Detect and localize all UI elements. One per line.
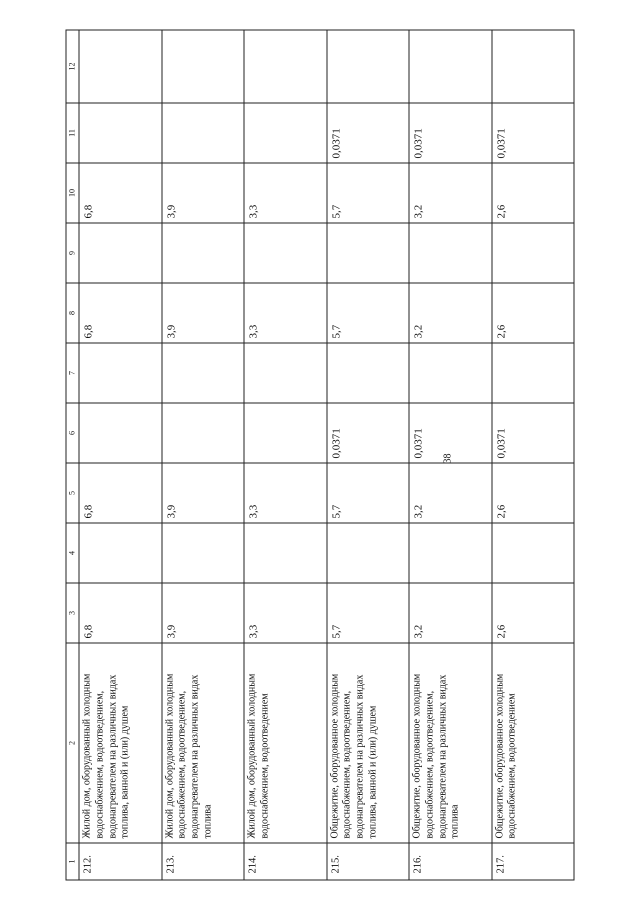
column-header: 8 xyxy=(66,283,79,343)
cell-col7 xyxy=(409,343,492,403)
tariff-table xyxy=(66,29,575,880)
cell-col5: 2,6 xyxy=(492,463,575,523)
cell-col10: 5,7 xyxy=(327,163,410,223)
cell-col3: 5,7 xyxy=(327,583,410,643)
cell-col6 xyxy=(79,403,162,463)
cell-col7 xyxy=(244,343,327,403)
cell-col3: 3,3 xyxy=(244,583,327,643)
cell-col11: 0,0371 xyxy=(327,103,410,163)
row-description: Жилой дом, оборудованный холодным водоснабжением, водоотведением, водонагревателем на различных видах топлива, ванной и (или) душем xyxy=(79,643,162,843)
row-number: 217. xyxy=(492,843,575,880)
cell-col10: 2,6 xyxy=(492,163,575,223)
row-description: Жилой дом, оборудованный холодным водоснабжением, водоотведением, водонагревателем на различных видах топлива xyxy=(162,643,245,843)
row-description: Жилой дом, оборудованный холодным водоснабжением, водоотведением xyxy=(244,643,327,843)
cell-col10: 6,8 xyxy=(79,163,162,223)
column-header: 10 xyxy=(66,163,79,223)
row-number: 216. xyxy=(409,843,492,880)
cell-col6: 0,0371 xyxy=(492,403,575,463)
cell-col4 xyxy=(244,523,327,583)
cell-col5: 3,9 xyxy=(162,463,245,523)
cell-col10: 3,9 xyxy=(162,163,245,223)
cell-col9 xyxy=(244,223,327,283)
column-header: 3 xyxy=(66,583,79,643)
row-description: Общежитие, оборудованное холодным водоснабжением, водоотведением, водонагревателем на различных видах топлива xyxy=(409,643,492,843)
cell-col8: 2,6 xyxy=(492,283,575,343)
cell-col9 xyxy=(492,223,575,283)
cell-col4 xyxy=(327,523,410,583)
cell-col12 xyxy=(162,30,245,103)
cell-col10: 3,2 xyxy=(409,163,492,223)
cell-col3: 3,9 xyxy=(162,583,245,643)
cell-col7 xyxy=(492,343,575,403)
table-row xyxy=(79,30,162,880)
cell-col3: 2,6 xyxy=(492,583,575,643)
table-row xyxy=(327,30,410,880)
cell-col11 xyxy=(244,103,327,163)
cell-col7 xyxy=(162,343,245,403)
column-header: 11 xyxy=(66,103,79,163)
cell-col9 xyxy=(79,223,162,283)
cell-col6 xyxy=(162,403,245,463)
column-header: 2 xyxy=(66,643,79,843)
row-number: 213. xyxy=(162,843,245,880)
cell-col5: 5,7 xyxy=(327,463,410,523)
column-header: 4 xyxy=(66,523,79,583)
cell-col9 xyxy=(409,223,492,283)
cell-col12 xyxy=(327,30,410,103)
rotated-table-sheet xyxy=(66,62,575,880)
cell-col4 xyxy=(79,523,162,583)
column-header: 12 xyxy=(66,30,79,103)
cell-col4 xyxy=(492,523,575,583)
table-row xyxy=(492,30,575,880)
page-number: 38 xyxy=(442,453,454,464)
cell-col9 xyxy=(327,223,410,283)
cell-col8: 6,8 xyxy=(79,283,162,343)
cell-col11 xyxy=(162,103,245,163)
cell-col5: 3,2 xyxy=(409,463,492,523)
cell-col6 xyxy=(244,403,327,463)
cell-col7 xyxy=(79,343,162,403)
cell-col4 xyxy=(409,523,492,583)
cell-col9 xyxy=(162,223,245,283)
cell-col5: 6,8 xyxy=(79,463,162,523)
column-header: 5 xyxy=(66,463,79,523)
table-row xyxy=(244,30,327,880)
cell-col6: 0,0371 xyxy=(409,403,492,463)
row-description: Общежитие, оборудованное холодным водоснабжением, водоотведением, водонагревателем на различных видах топлива, ванной и (или) душем xyxy=(327,643,410,843)
cell-col11 xyxy=(79,103,162,163)
cell-col11: 0,0371 xyxy=(492,103,575,163)
column-header: 9 xyxy=(66,223,79,283)
cell-col4 xyxy=(162,523,245,583)
cell-col12 xyxy=(244,30,327,103)
column-header: 6 xyxy=(66,403,79,463)
cell-col3: 6,8 xyxy=(79,583,162,643)
cell-col12 xyxy=(79,30,162,103)
row-description: Общежитие, оборудованное холодным водоснабжением, водоотведением xyxy=(492,643,575,843)
column-header: 7 xyxy=(66,343,79,403)
row-number: 214. xyxy=(244,843,327,880)
cell-col8: 3,3 xyxy=(244,283,327,343)
cell-col12 xyxy=(409,30,492,103)
cell-col10: 3,3 xyxy=(244,163,327,223)
cell-col7 xyxy=(327,343,410,403)
cell-col8: 3,2 xyxy=(409,283,492,343)
cell-col3: 3,2 xyxy=(409,583,492,643)
column-header: 1 xyxy=(66,843,79,880)
cell-col11: 0,0371 xyxy=(409,103,492,163)
row-number: 215. xyxy=(327,843,410,880)
cell-col12 xyxy=(492,30,575,103)
cell-col8: 3,9 xyxy=(162,283,245,343)
row-number: 212. xyxy=(79,843,162,880)
cell-col5: 3,3 xyxy=(244,463,327,523)
cell-col6: 0,0371 xyxy=(327,403,410,463)
table-row xyxy=(409,30,492,880)
cell-col8: 5,7 xyxy=(327,283,410,343)
table-row xyxy=(162,30,245,880)
header-row xyxy=(66,30,79,880)
